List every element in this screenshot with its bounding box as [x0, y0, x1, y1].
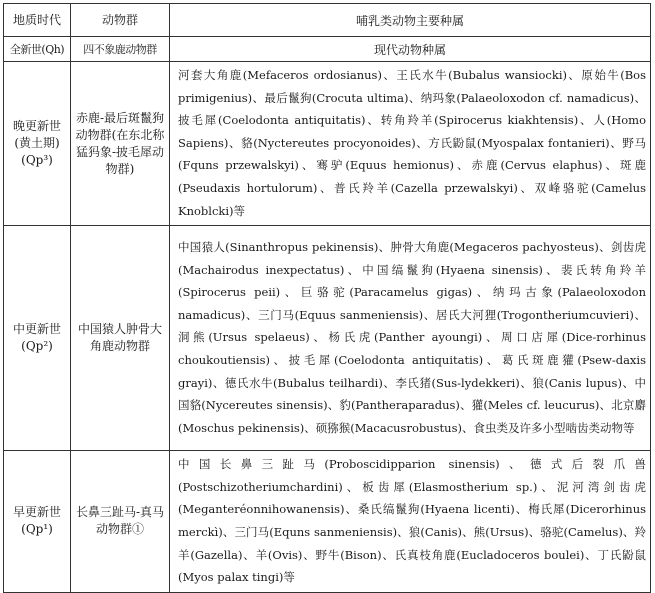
fauna-cell: [71, 62, 170, 226]
era-cell: [4, 451, 71, 593]
species-cell: 河套大角鹿(Mefaceros ordosianus)、王氏水牛(Bubalus wansiocki)、原始牛(Bos primigenius)、最后鬣狗(Crocuta ultima)、纳玛象(Palaeoloxodon cf. namadicus)、披毛犀(Coelodonta antiquitatis)、转角羚羊(Spirocerus kiakhtensis)、人(Homo Sapiens)、貉(Nyctereutes procyonoides)、方氏鼢鼠(Myospalax fontanieri)、野马(Fquns przewalskyi)、骞驴(Equus hemionus)、赤鹿(Cervus elaphus)、斑鹿(Pseudaxis hortulorum)、普氏羚羊(Cazella przewalskyi)、双峰骆驼(Camelus Knoblcki)等: [170, 62, 651, 226]
era-cell: [4, 226, 71, 451]
era-code: (Qp¹): [21, 522, 53, 537]
header-species: 哺乳类动物主要种属: [170, 4, 651, 37]
header-row: [4, 4, 651, 37]
fauna-name: 赤鹿-最后斑鬣狗动物群(在东北称猛犸象-披毛犀动物群): [75, 110, 165, 176]
row-early-pleistocene: [4, 451, 651, 593]
era-cell: 全新世(Qh): [4, 37, 71, 62]
fauna-cell: [71, 451, 170, 593]
era-name: 早更新世: [12, 505, 61, 520]
era-subtitle: (黄土期): [14, 136, 60, 151]
fauna-cell: 四不象鹿动物群: [71, 37, 170, 62]
era-cell: [4, 62, 71, 226]
fauna-cell: [71, 226, 170, 451]
header-fauna: 动物群: [71, 4, 170, 37]
row-late-pleistocene: [4, 62, 651, 226]
species-cell: 中国长鼻三趾马(Proboscidipparion sinensis)、德式后裂爪兽(Postschizotheriumchardini)、板齿犀(Elasmostherium sp.)、泥河湾剑齿虎(Meganteréonnihowanensis)、桑氏缟鬣狗(Hyaena licenti)、梅氏犀(Dicerorhinus merckì)、三门马(Equns sanmeniensis)、狼(Canis)、熊(Ursus)、骆驼(Camelus)、羚羊(Gazella)、羊(Ovis)、野牛(Bison)、氏真枝角鹿(Eucladoceros boulei)、丁氏鼢鼠(Myos palax tingi)等: [170, 451, 651, 593]
era-name: 晚更新世: [12, 119, 61, 134]
fauna-table: [3, 3, 651, 593]
era-name: 中更新世: [12, 322, 61, 337]
row-holocene: [4, 37, 651, 62]
era-code: (Qp²): [21, 339, 53, 354]
fauna-name: 长鼻三趾马-真马动物群①: [75, 505, 165, 537]
header-era: 地质时代: [4, 4, 71, 37]
species-cell: 中国猿人(Sinanthropus pekinensis)、肿骨大角鹿(Megaceros pachyosteus)、剑齿虎(Machairodus inexpectatus)、中国缟鬣狗(Hyaena sinensis)、裴氏转角羚羊(Spirocerus peii)、巨骆驼(Paracamelus gigas)、纳玛古象(Palaeoloxodon namadicus)、三门马(Equus sanmeniensis)、居氏大河狸(Trogontheriumcuvieri)、洞熊(Ursus spelaeus)、杨氏虎(Panther ayoungi)、周口店犀(Dice-rorhinus choukoutiensis)、披毛犀(Coelodonta antiquitatis)、葛氏斑鹿獾(Psew-daxis grayi)、德氏水牛(Bubalus teilhardi)、李氏猪(Sus-lydekkeri)、狼(Canis lupus)、中国貉(Nycereutes sinensis)、豹(Pantheraparadus)、獾(Meles cf. leucurus)、北京麝(Moschus pekinensis)、硕猕猴(Macacusrobustus)、食虫类及许多小型啮齿类动物等: [170, 226, 651, 451]
fauna-name: 中国猿人肿骨大角鹿动物群: [77, 322, 162, 354]
era-code: (Qp³): [21, 153, 53, 168]
species-cell: 现代动物种属: [170, 37, 651, 62]
row-middle-pleistocene: [4, 226, 651, 451]
